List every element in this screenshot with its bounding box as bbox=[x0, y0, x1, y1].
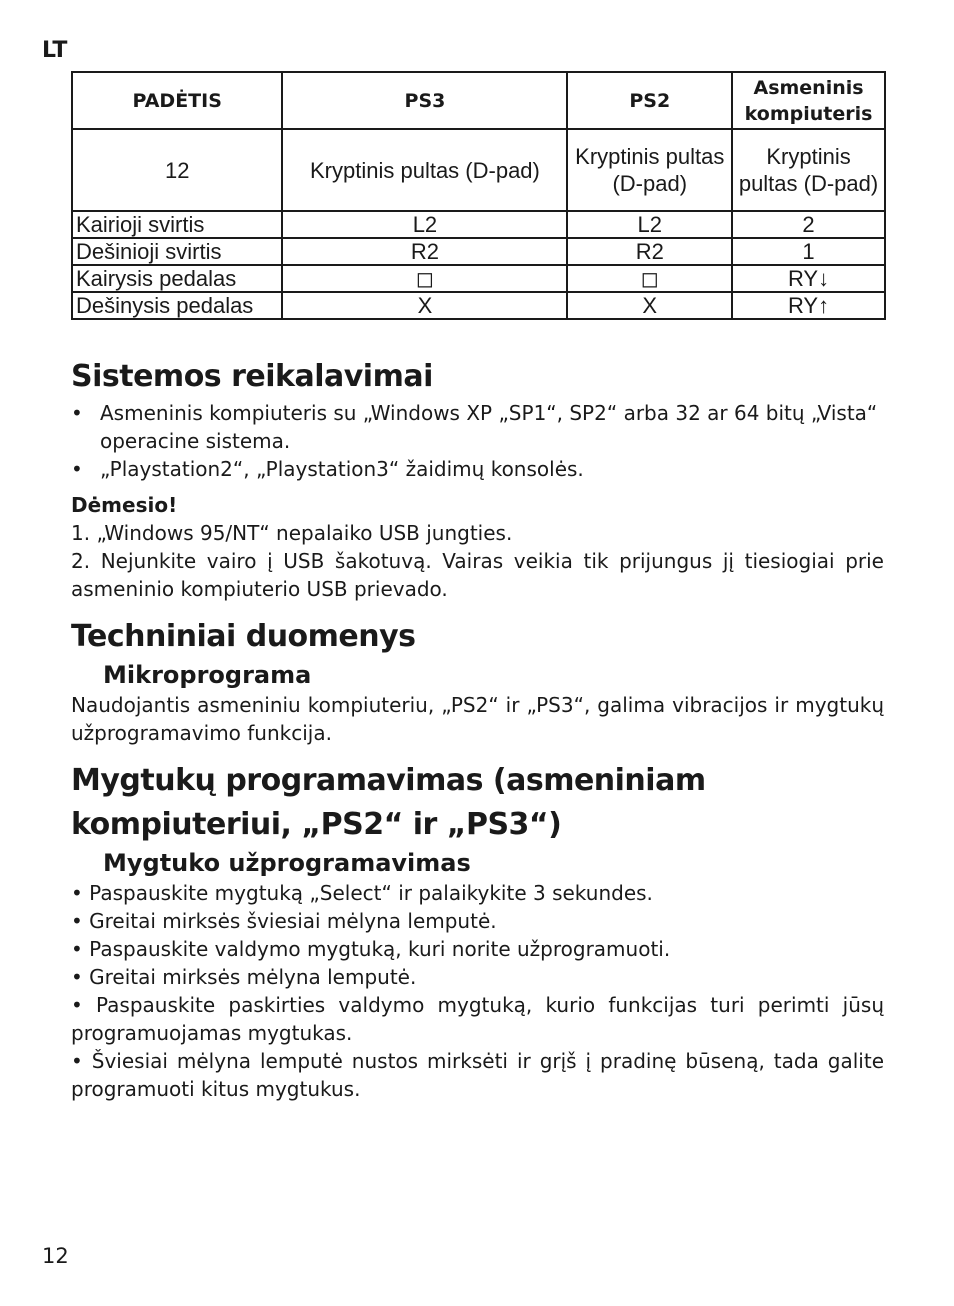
section-title-system-requirements: Sistemos reikalavimai bbox=[71, 359, 433, 394]
table-header-row bbox=[72, 72, 885, 129]
instruction-line: • Greitai mirksės mėlyna lemputė. bbox=[71, 965, 417, 989]
list-item: • „Playstation2“, „Playstation3“ žaidimų konsolės. bbox=[71, 455, 884, 483]
table-row bbox=[72, 129, 885, 211]
table-cell: X bbox=[282, 292, 567, 319]
table-row bbox=[72, 211, 885, 238]
table-row bbox=[72, 265, 885, 292]
page-content bbox=[71, 355, 884, 1103]
table-cell: Kairioji svirtis bbox=[72, 211, 282, 238]
warning-line: 1. „Windows 95/NT“ nepalaiko USB jungties. bbox=[71, 521, 513, 545]
table-cell: Kairysis pedalas bbox=[72, 265, 282, 292]
warning-line: 2. Nejunkite vairo į USB šakotuvą. Vairas veikia tik prijungus jį tiesiogiai prie asmeninio kompiuterio USB prievado. bbox=[71, 549, 884, 601]
instruction-line: • Paspauskite paskirties valdymo mygtuką, kurio funkcijas turi perimti jūsų programuojamas mygtukas. bbox=[71, 993, 884, 1045]
table-cell: 1 bbox=[732, 238, 885, 265]
square-button-icon: ◻ bbox=[567, 265, 732, 292]
table-cell: 12 bbox=[72, 129, 282, 211]
square-button-icon: ◻ bbox=[282, 265, 567, 292]
table-cell: L2 bbox=[282, 211, 567, 238]
firmware-text: Naudojantis asmeniniu kompiuteriu, „PS2“ ir „PS3“, galima vibracijos ir mygtukų užprogramavimo funkcija. bbox=[71, 693, 884, 745]
table-cell: Dešinioji svirtis bbox=[72, 238, 282, 265]
button-mapping-table bbox=[71, 71, 886, 320]
table-cell: RY↑ bbox=[732, 292, 885, 319]
table-cell: Kryptinis pultas (D-pad) bbox=[567, 129, 732, 211]
instruction-line: • Paspauskite valdymo mygtuką, kuri norite užprogramuoti. bbox=[71, 937, 671, 961]
header-cell: PADĖTIS bbox=[72, 72, 282, 129]
table-cell: RY↓ bbox=[732, 265, 885, 292]
table-cell: 2 bbox=[732, 211, 885, 238]
header-cell: PS2 bbox=[567, 72, 732, 129]
instruction-line: • Greitai mirksės šviesiai mėlyna lemputė. bbox=[71, 909, 497, 933]
instruction-line: • Šviesiai mėlyna lemputė nustos mirksėti ir grįš į pradinę būseną, tada galite programuoti kitus mygtukus. bbox=[71, 1049, 884, 1101]
list-item: • Asmeninis kompiuteris su „Windows XP „SP1“, SP2“ arba 32 ar 64 bitų „Vista“ operacine sistema. bbox=[71, 399, 884, 455]
section-title-button-programming bbox=[71, 759, 884, 847]
table-cell: R2 bbox=[567, 238, 732, 265]
language-code: LT bbox=[42, 38, 68, 63]
title-line: kompiuteriui, „PS2“ ir „PS3“) bbox=[71, 807, 562, 842]
page-number: 12 bbox=[42, 1244, 69, 1268]
warning-title: Dėmesio! bbox=[71, 493, 178, 517]
instruction-line: • Paspauskite mygtuką „Select“ ir palaikykite 3 sekundes. bbox=[71, 881, 653, 905]
subsection-title-firmware: Mikroprograma bbox=[103, 661, 312, 689]
table-cell: Kryptinis pultas (D-pad) bbox=[732, 129, 885, 211]
table-row bbox=[72, 292, 885, 319]
table-cell: Dešinysis pedalas bbox=[72, 292, 282, 319]
section-title-technical-data: Techniniai duomenys bbox=[71, 619, 416, 654]
header-cell: PS3 bbox=[282, 72, 567, 129]
table-row bbox=[72, 238, 885, 265]
table-cell: L2 bbox=[567, 211, 732, 238]
table-cell: R2 bbox=[282, 238, 567, 265]
table-cell: X bbox=[567, 292, 732, 319]
title-line: Mygtukų programavimas (asmeniniam bbox=[71, 763, 706, 798]
table-cell: Kryptinis pultas (D-pad) bbox=[282, 129, 567, 211]
requirements-list bbox=[71, 399, 884, 483]
subsection-title-button-programming: Mygtuko užprogramavimas bbox=[103, 849, 471, 877]
header-cell: Asmeninis kompiuteris bbox=[732, 72, 885, 129]
